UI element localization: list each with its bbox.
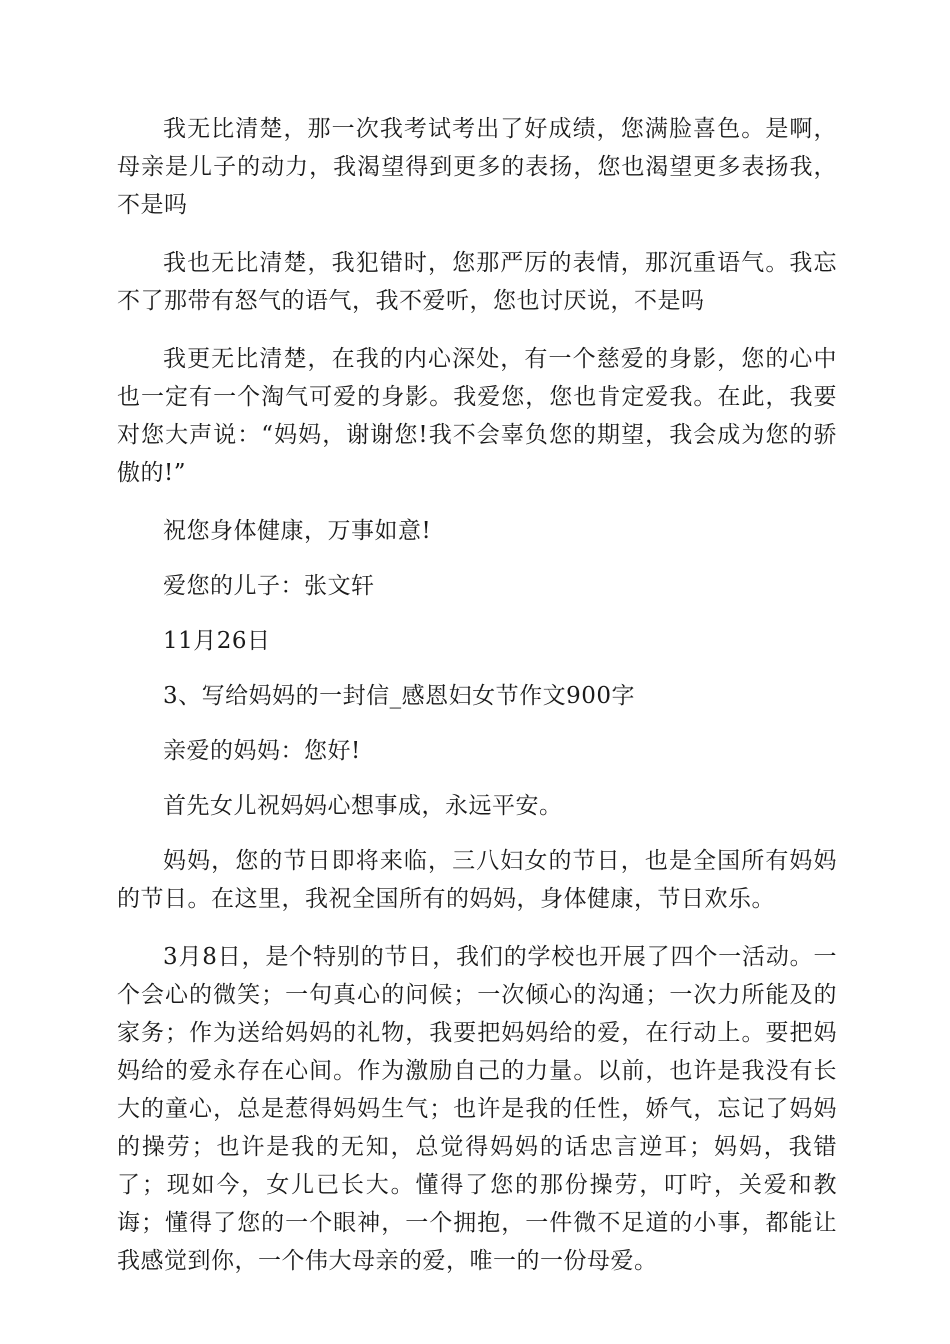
letter-salutation: 亲爱的妈妈：您好!: [163, 738, 361, 764]
paragraph-exam-memory: 我无比清楚，那一次我考试考出了好成绩，您满脸喜色。是啊，母亲是儿子的动力，我渴望得到更多的表扬，您也渴望更多表扬我，不是吗: [117, 116, 837, 218]
paragraph-mistake-memory: 我也无比清楚，我犯错时，您那严厉的表情，那沉重语气。我忘不了那带有怒气的语气，我不爱听，您也讨厌说，不是吗: [117, 250, 837, 314]
paragraph-march-eighth: 3月8日，是个特别的节日，我们的学校也开展了四个一活动。一个会心的微笑；一句真心的问候；一次倾心的沟通；一次力所能及的家务；作为送给妈妈的礼物，我要把妈妈给的爱，在行动上。要把妈妈给的爱永存在心间。作为激励自己的力量。以前，也许是我没有长大的童心，总是惹得妈妈生气；也许是我的任性，娇气，忘记了妈妈的操劳；也许是我的无知，总觉得妈妈的话忠言逆耳；妈妈，我错了；现如今，女儿已长大。懂得了您的那份操劳，叮咛，关爱和教诲；懂得了您的一个眼神，一个拥抱，一件微不足道的小事，都能让我感觉到你，一个伟大母亲的爱，唯一的一份母爱。: [117, 944, 837, 1274]
document-body: [117, 110, 837, 1300]
letter-signature: 爱您的儿子：张文轩: [163, 573, 375, 599]
opening-wish: 首先女儿祝妈妈心想事成，永远平安。: [163, 793, 563, 819]
letter-date: 11月26日: [163, 628, 271, 654]
closing-wish: 祝您身体健康，万事如意!: [163, 518, 432, 544]
section-heading: 3、写给妈妈的一封信_感恩妇女节作文900字: [163, 683, 636, 709]
paragraph-holiday: 妈妈，您的节日即将来临，三八妇女的节日，也是全国所有妈妈的节日。在这里，我祝全国所有的妈妈，身体健康，节日欢乐。: [117, 848, 837, 912]
paragraph-inner-feelings: 我更无比清楚，在我的内心深处，有一个慈爱的身影，您的心中也一定有一个淘气可爱的身影。我爱您，您也肯定爱我。在此，我要对您大声说：“妈妈，谢谢您!我不会辜负您的期望，我会成为您的骄傲的!”: [117, 346, 837, 486]
